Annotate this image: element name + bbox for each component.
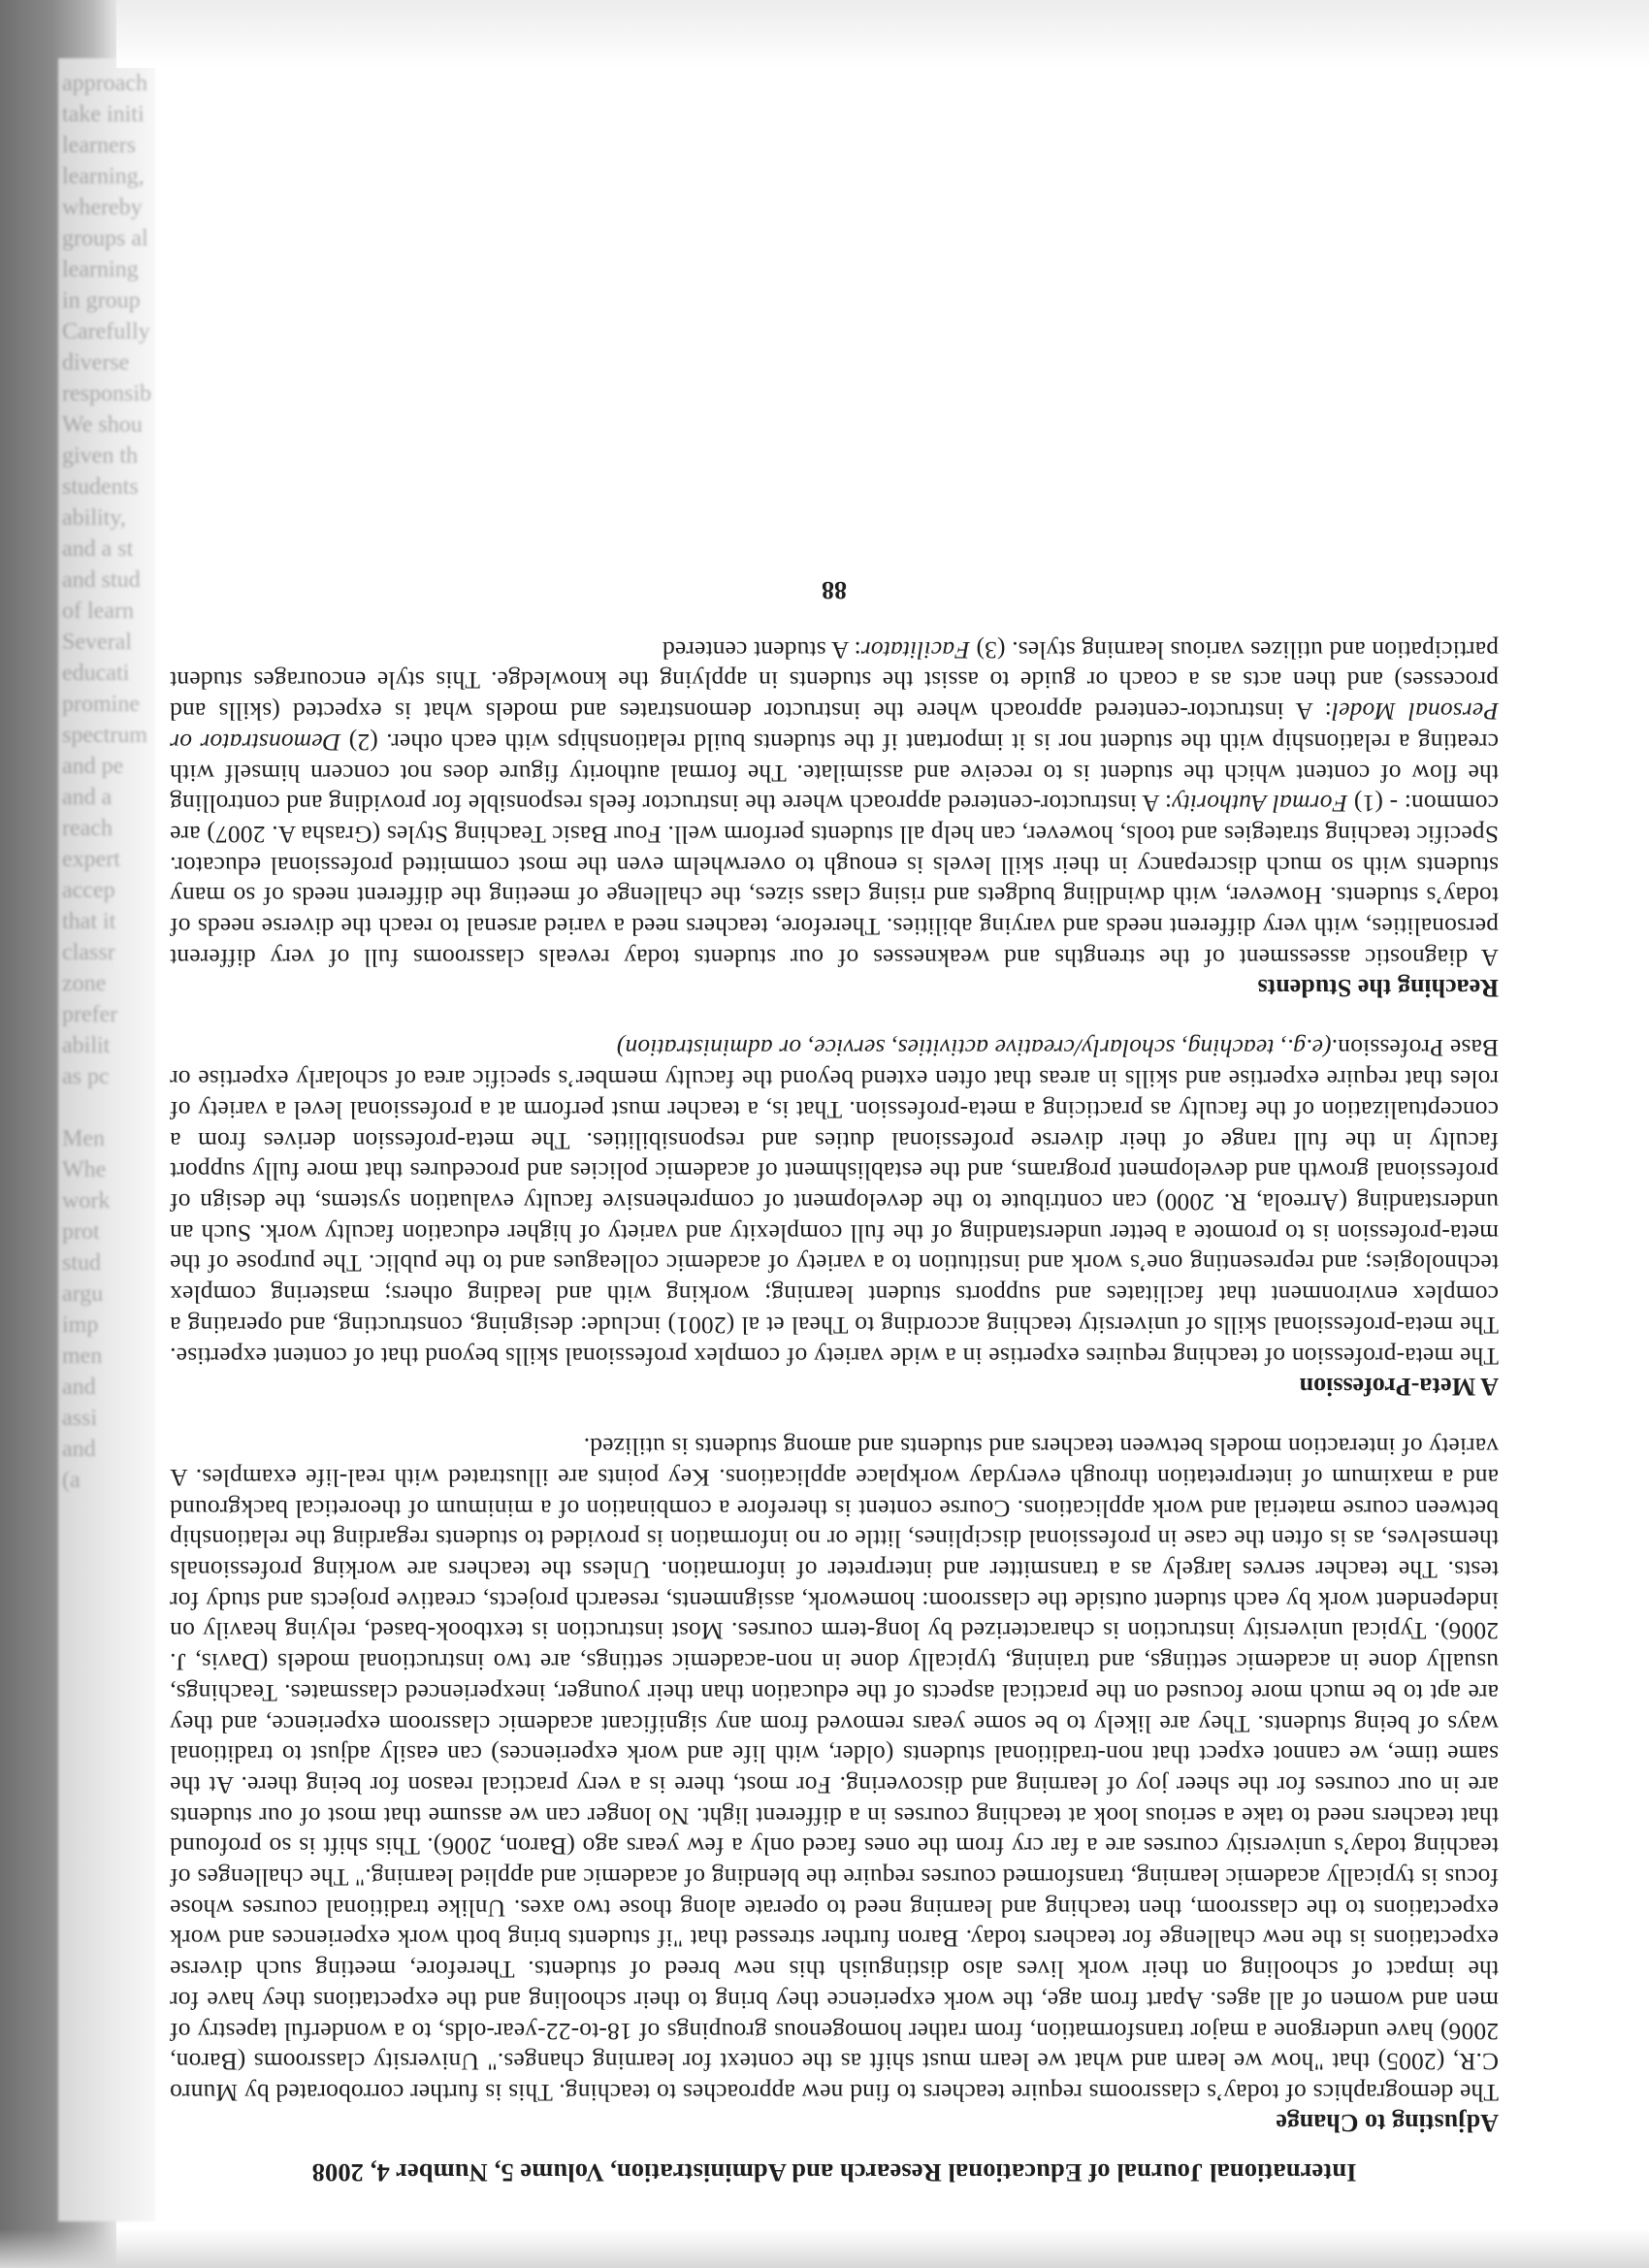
facing-page-line: classr	[62, 940, 115, 965]
page-number: 88	[822, 576, 847, 605]
facing-page-line: educati	[62, 661, 130, 686]
facing-page-line: prot	[62, 1219, 100, 1245]
facing-page-line: assi	[62, 1406, 97, 1431]
meta-profession-italic-tail: (e.g., teaching, scholarly/creative activities, service, or administration)	[616, 1034, 1332, 1063]
reaching-text-c: : A instructor-centered approach where the instructor demonstrates and models what is expected (skills and processes) and then acts as a coach or guide to assist the students in applying the knowledge. This style encourages student participation and utilizes various learning styles. (3)	[170, 635, 1499, 727]
facing-page-line: learning,	[62, 164, 145, 189]
scan-top-shadow	[116, 0, 1649, 68]
paragraph-reaching-students	[170, 634, 1499, 973]
facing-page-line: and	[62, 1375, 96, 1400]
facing-page-line: We shou	[62, 412, 143, 437]
facing-page-line: and a st	[62, 536, 134, 562]
facing-page-line: accep	[62, 878, 115, 903]
teaching-style-facilitator: Facilitator	[860, 635, 970, 664]
facing-page-line: reach	[62, 816, 113, 841]
facing-page-line: Whe	[62, 1157, 107, 1183]
scan-bottom-shadow	[0, 2229, 1649, 2268]
facing-page-line: groups al	[62, 226, 148, 251]
facing-page-line: in group	[62, 288, 141, 313]
facing-page-line: promine	[62, 692, 140, 717]
teaching-style-demonstrator: Demonstrator or Personal Model	[170, 697, 1499, 757]
reaching-text-a: A diagnostic assessment of the strengths and weaknesses of our students today reveals classrooms full of very different personalities, with very different needs and varying abilities. Therefore, teachers need a varied arsenal to reach the diverse needs of today’s students. However, with dwindling budgets and rising class sizes, the challenge of meeting the different needs of so many students with so much discrepancy in their skill levels is enough to overwhelm even the most committed professional educator. Specific teaching strategies and tools, however, can help all students perform well. Four Basic Teaching Styles (Grasha A. 2007) are common: - (1)	[170, 790, 1499, 972]
facing-page-line: Carefully	[62, 319, 150, 344]
facing-page-line	[62, 1092, 149, 1123]
paragraph-adjusting-to-change: The demographics of today’s classrooms require teachers to find new approaches to teaching. This is further corroborated by Munro C.R, (2005) that "how we learn and what we learn must shift as the context for learning changes." University classrooms (Baron, 2006) have undergone a major transformation, from rather homogenous groupings of 18-to-22-year-olds, to a wonderful tapestry of men and women of all ages. Apart from age, the work experience they bring to their schooling and the expectations they have for the impact of schooling on their work lives also distinguish this new breed of students. Therefore, meeting such diverse expectations is the new challenge for teachers today. Baron further stressed that "if students bring both work experiences and work expectations to the classroom, then teaching and learning need to operate along those two axes. Unlike traditional courses whose focus is typically academic learning, transformed courses require the blending of academic and applied learning." The challenges of teaching today’s university courses are a far cry from the ones faced only a few years ago (Baron, 2006). This shift is so profound that teachers need to take a serious look at teaching courses in a different light. No longer can we assume that most of our students are in our courses for the sheer joy of learning and discovering. For most, there is a very practical reason for being there. At the same time, we cannot expect that non-traditional students (older, with life and work experiences) can easily adjust to traditional ways of being students. They are likely to be some years removed from any significant academic classroom experience, and they are apt to be much more focused on the practical aspects of the education than their younger, inexperienced classmates. Teachings, usually done in academic settings, and training, typically done in non-academic settings, are two instructional models (Davis, J. 2006). Typical university instruction is characterized by long-term courses. Most instruction is textbook-based, relying heavily on independent work by each student outside the classroom: homework, assignments, research projects, creative projects and study for tests. The teacher serves largely as a transmitter and interpreter of information. Unless the teachers are working professionals themselves, as is often the case in professional disciplines, little or no information is provided to students regarding the relationship between course material and work applications. Course content is therefore a combination of a minimum of theoretical background and a maximum of interpretation through everyday workplace applications. Key points are illustrated with real-life examples. A variety of interaction models between teachers and students and among students is utilized.	[170, 1433, 1499, 2107]
facing-page-line: and a	[62, 785, 113, 810]
facing-page-line: learning	[62, 257, 139, 282]
facing-page-line: stud	[62, 1250, 102, 1276]
facing-page-line: learners	[62, 133, 136, 158]
facing-page-line: prefer	[62, 1002, 118, 1027]
facing-page-line: ability,	[62, 505, 126, 531]
facing-page-line: responsib	[62, 381, 151, 406]
journal-header: International Journal of Educational Research and Administration, Volume 5, Number 4, 2008	[311, 2158, 1357, 2187]
facing-page-line: whereby	[62, 195, 143, 220]
facing-page-text	[62, 68, 149, 1496]
facing-page-line: men	[62, 1344, 103, 1369]
facing-page-line: spectrum	[62, 723, 147, 748]
facing-page-line: argu	[62, 1281, 104, 1307]
section-heading-meta-profession: A Meta-Profession	[1299, 1372, 1499, 1401]
facing-page-line: and pe	[62, 754, 124, 779]
facing-page-line: approach	[62, 71, 147, 96]
reaching-text-b: : A instructor-centered approach where the instructor feels responsible for providing and controlling the flow of content which the student is to receive and assimilate. The formal authority figure does not concern himself with creating a relationship with the student nor is it important if the students build relationships with each other. (2)	[170, 728, 1499, 819]
facing-page-line: that it	[62, 909, 116, 934]
meta-profession-text: The meta-profession of teaching requires expertise in a wide variety of complex professional skills beyond that of content expertise. The meta-professional skills of university teaching according to Theal et al (2001) include: designing, constructing, and operating a complex environment that facilitates and supports student learning; working with and leading others; mastering complex technologies; and representing one’s work and institution to a variety of academic colleagues and to the public. The purpose of the meta-profession is to promote a better understanding of the full complexity and variety of higher education faculty work. Such an understanding (Arreola, R. 2000) can contribute to the development of comprehensive faculty evaluation systems, the design of professional growth and development programs, and the establishment of academic policies and procedures that more fully support faculty in the full range of their diverse professional duties and responsibilities. The meta-profession derives from a conceptualization of the faculty as practicing a meta-profession. That is, a teacher must perform at a professional level a variety of roles that require expertise and skills in areas that often extend beyond the faculty member’s specific area of scholarly expertise or Base Profession.	[170, 1034, 1499, 1371]
facing-page-line: zone	[62, 971, 107, 996]
facing-page-line: work	[62, 1188, 111, 1214]
facing-page-line: Several	[62, 630, 132, 655]
facing-page-line: and	[62, 1437, 96, 1462]
facing-page-line: diverse	[62, 350, 130, 375]
facing-page-line: students	[62, 474, 139, 500]
teaching-style-formal-authority: Formal Authority	[1172, 790, 1348, 819]
facing-page-line: and stud	[62, 567, 141, 593]
journal-page	[170, 92, 1499, 2187]
section-heading-adjusting: Adjusting to Change	[1276, 2109, 1499, 2137]
facing-page-line: of learn	[62, 599, 134, 624]
facing-page-line: given th	[62, 443, 138, 469]
facing-page-line: (a	[62, 1468, 81, 1493]
facing-page-line: expert	[62, 847, 120, 872]
section-heading-reaching-students: Reaching the Students	[1257, 973, 1499, 1002]
facing-page-line: abilit	[62, 1033, 111, 1058]
facing-page-line: Men	[62, 1126, 105, 1151]
paragraph-meta-profession	[170, 1033, 1499, 1372]
facing-page-line: take initi	[62, 102, 145, 127]
facing-page-line: as pc	[62, 1064, 110, 1089]
reaching-text-d: : A student centered	[662, 635, 861, 664]
facing-page-line: imp	[62, 1312, 99, 1338]
